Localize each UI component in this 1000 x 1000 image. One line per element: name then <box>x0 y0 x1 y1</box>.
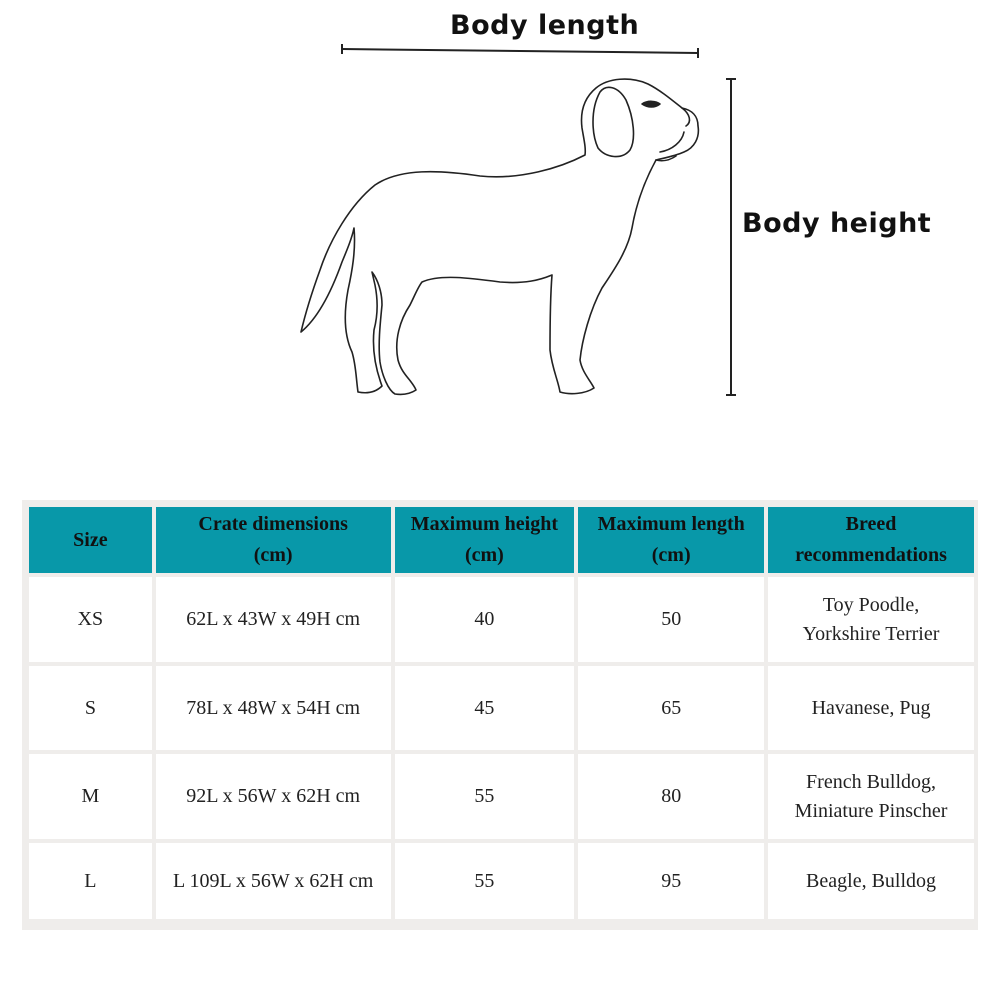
cell-breeds: Havanese, Pug <box>768 666 974 750</box>
cell-max-length: 95 <box>578 843 764 919</box>
header-breed-recommendations: Breed recommendations <box>768 507 974 573</box>
cell-breeds: French Bulldog, Miniature Pinscher <box>768 754 974 839</box>
header-maximum-length: Maximum length (cm) <box>578 507 764 573</box>
dog-measurement-diagram <box>0 0 1000 440</box>
table-row <box>29 843 974 919</box>
cell-breeds: Beagle, Bulldog <box>768 843 974 919</box>
table-row <box>29 666 974 750</box>
cell-size: S <box>29 666 152 750</box>
cell-max-height: 55 <box>395 754 575 839</box>
cell-dimensions: 92L x 56W x 62H cm <box>156 754 391 839</box>
cell-max-length: 50 <box>578 577 764 662</box>
cell-dimensions: 62L x 43W x 49H cm <box>156 577 391 662</box>
cell-max-length: 80 <box>578 754 764 839</box>
cell-dimensions: 78L x 48W x 54H cm <box>156 666 391 750</box>
header-crate-dimensions: Crate dimensions (cm) <box>156 507 391 573</box>
body-length-label: Body length <box>450 10 640 41</box>
cell-max-height: 45 <box>395 666 575 750</box>
cell-size: L <box>29 843 152 919</box>
cell-size: M <box>29 754 152 839</box>
crate-size-table <box>25 503 978 923</box>
body-length-line <box>342 44 698 58</box>
table-row <box>29 754 974 839</box>
header-size: Size <box>29 507 152 573</box>
body-height-line <box>726 79 736 395</box>
body-height-label: Body height <box>742 208 932 239</box>
cell-breeds: Toy Poodle, Yorkshire Terrier <box>768 577 974 662</box>
cell-max-height: 55 <box>395 843 575 919</box>
size-table-container <box>22 500 978 930</box>
header-maximum-height: Maximum height (cm) <box>395 507 575 573</box>
cell-dimensions: L 109L x 56W x 62H cm <box>156 843 391 919</box>
table-header-row <box>29 507 974 573</box>
cell-max-length: 65 <box>578 666 764 750</box>
cell-size: XS <box>29 577 152 662</box>
cell-max-height: 40 <box>395 577 575 662</box>
table-row <box>29 577 974 662</box>
dog-icon <box>301 79 698 394</box>
